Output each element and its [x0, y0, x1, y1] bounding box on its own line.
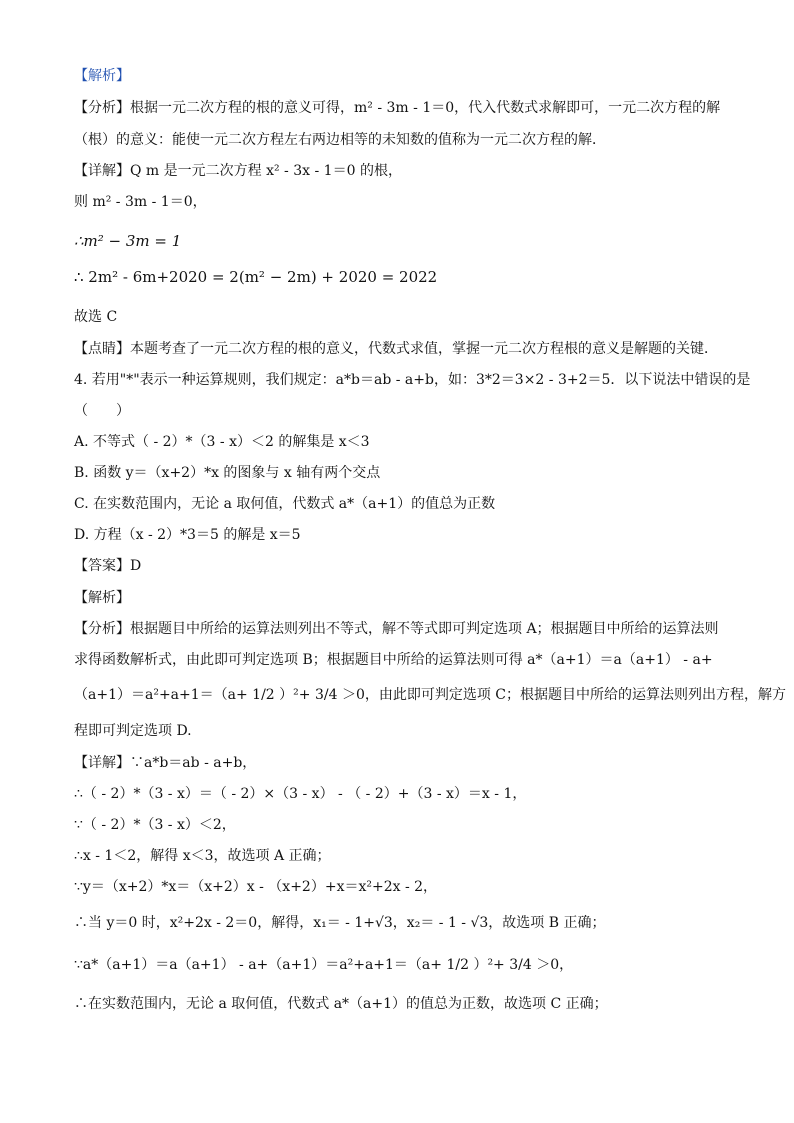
text: 程即可判定选项 D. — [74, 723, 192, 739]
text: 4. 若用"*"表示一种运算规则，我们规定：a*b＝ab - a+b，如：3*2＝3×2 - 3+2＝5．以下说法中错误的是 — [74, 372, 751, 388]
text: 【详解】∵a*b＝ab - a+b， — [74, 755, 257, 771]
paragraph-detail-9 — [74, 956, 573, 974]
paragraph-remark — [74, 340, 718, 358]
choice-line — [74, 308, 117, 326]
paragraph-detail-4 — [74, 785, 526, 803]
question-4-blank — [74, 402, 130, 420]
paragraph-detail-10 — [74, 995, 608, 1013]
question-4 — [74, 371, 750, 389]
text: ∴在实数范围内，无论 a 取何值，代数式 a*（a+1）的值总为正数，故选项 C 正确； — [74, 996, 608, 1012]
text: A. 不等式（ - 2）*（3 - x）＜2 的解集是 x＜3 — [74, 434, 370, 450]
text: 【答案】D — [74, 558, 142, 574]
text: ∴m² − 3m = 1 — [74, 232, 182, 250]
text: ∵a*（a+1）＝a（a+1） - a+（a+1）＝a²+a+1＝（a+ 1/2 ）²+ 3/4 ＞0， — [74, 957, 574, 973]
paragraph-analysis-5 — [74, 686, 786, 704]
paragraph-detail-6 — [74, 847, 331, 865]
text: 【解析】 — [74, 68, 130, 84]
paragraph-detail-2 — [74, 193, 207, 211]
paragraph-detail-8 — [74, 914, 606, 932]
equation-2 — [74, 268, 437, 286]
text: 【点睛】本题考查了一元二次方程的根的意义，代数式求值，掌握一元二次方程根的意义是解题的关键． — [74, 341, 718, 357]
paragraph-detail-7 — [74, 878, 437, 896]
text: ∵y＝（x+2）*x＝（x+2）x - （x+2）+x＝x²+2x - 2， — [74, 879, 438, 895]
text: ∴当 y＝0 时，x²+2x - 2＝0，解得，x₁＝ - 1+√3，x₂＝ - 1 - √3，故选项 B 正确； — [74, 915, 606, 931]
paragraph-analysis-4 — [74, 651, 713, 669]
text: ∴x - 1＜2，解得 x＜3，故选项 A 正确； — [74, 848, 331, 864]
text: 求得函数解析式，由此即可判定选项 B；根据题目中所给的运算法则可得 a*（a+1）＝a（a+1） - a+ — [74, 652, 713, 668]
paragraph-detail-3 — [74, 754, 256, 772]
text: ∴（ - 2）*（3 - x）＝（ - 2）×（3 - x） - （ - 2）+（3 - x）＝x - 1， — [74, 786, 527, 802]
text: C. 在实数范围内，无论 a 取何值，代数式 a*（a+1）的值总为正数 — [74, 496, 496, 512]
option-d — [74, 526, 301, 544]
paragraph-analysis-6 — [74, 722, 192, 740]
heading-analysis — [74, 67, 130, 85]
text: ∴ 2m² - 6m+2020 = 2(m² − 2m) + 2020 = 2022 — [74, 268, 438, 286]
text: （a+1）＝a²+a+1＝（a+ 1/2 ）²+ 3/4 ＞0，由此即可判定选项 C；根据题目中所给的运算法则列出方程，解方 — [74, 687, 787, 703]
text: （根）的意义：能使一元二次方程左右两边相等的未知数的值称为一元二次方程的解． — [74, 132, 606, 148]
heading-analysis-2 — [74, 589, 130, 607]
text: D. 方程（x - 2）*3＝5 的解是 x＝5 — [74, 527, 301, 543]
text: （ ） — [74, 403, 130, 419]
text: 故选 C — [74, 309, 118, 325]
text: 【分析】根据题目中所给的运算法则列出不等式，解不等式即可判定选项 A；根据题目中所给的运算法则 — [74, 621, 719, 637]
paragraph-detail-1 — [74, 162, 402, 180]
text: ∵（ - 2）*（3 - x）＜2， — [74, 817, 236, 833]
paragraph-analysis-2 — [74, 131, 606, 149]
text: 则 m² - 3m - 1＝0， — [74, 194, 207, 210]
text: 【解析】 — [74, 590, 130, 606]
paragraph-detail-5 — [74, 816, 236, 834]
answer-line — [74, 557, 141, 575]
text: B. 函数 y＝（x+2）*x 的图象与 x 轴有两个交点 — [74, 465, 381, 481]
paragraph-analysis-3 — [74, 620, 719, 638]
option-a — [74, 433, 370, 451]
option-b — [74, 464, 380, 482]
paragraph-analysis-1 — [74, 99, 720, 117]
equation-1 — [74, 232, 181, 250]
text: 【详解】Q m 是一元二次方程 x² - 3x - 1＝0 的根， — [74, 163, 402, 179]
option-c — [74, 495, 495, 513]
text: 【分析】根据一元二次方程的根的意义可得，m² - 3m - 1＝0，代入代数式求解即可，一元二次方程的解 — [74, 100, 721, 116]
